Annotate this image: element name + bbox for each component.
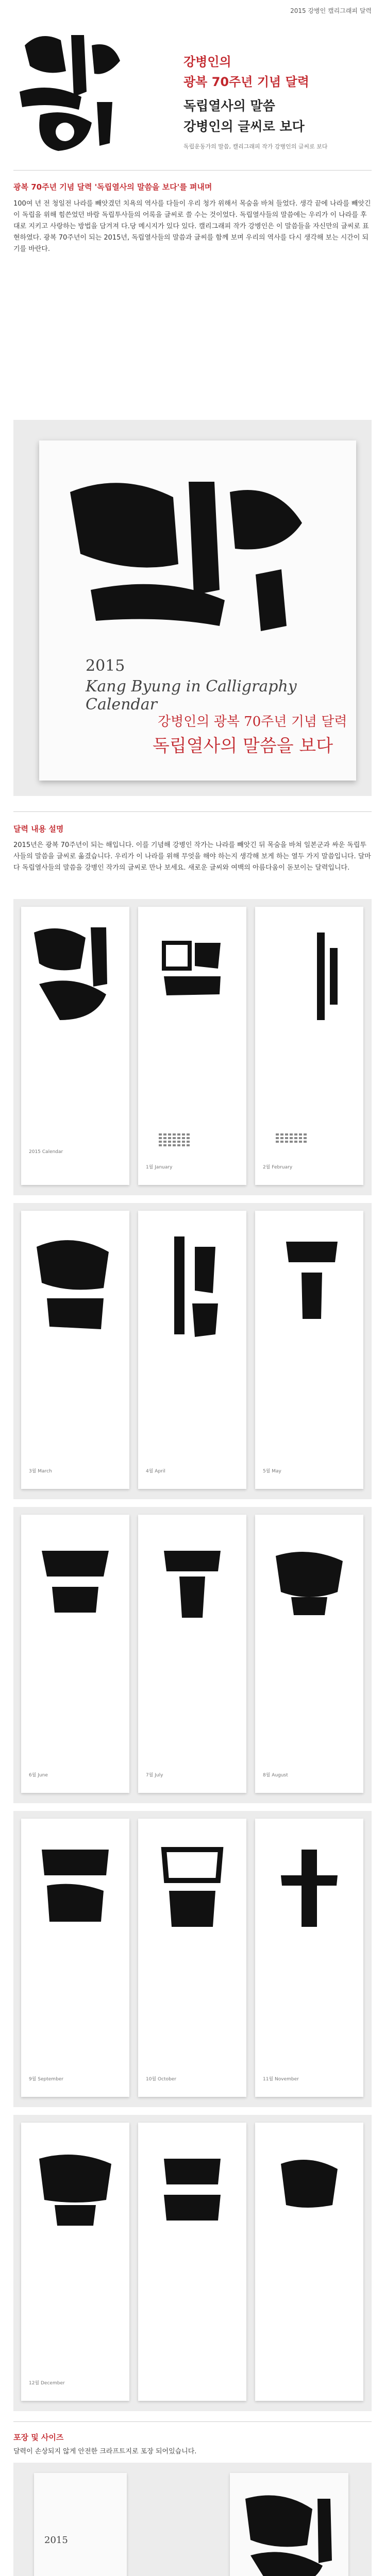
page-caption: 9월 September xyxy=(29,2077,64,2082)
cover-calligraphy-icon xyxy=(60,461,338,636)
calligraphy-icon xyxy=(276,2154,343,2231)
calligraphy-icon xyxy=(296,927,348,1030)
calendar-page xyxy=(138,2123,246,2401)
calendar-grid-1 xyxy=(13,899,372,1195)
hero-line-4: 강병인의 글씨로 보다 xyxy=(183,119,305,134)
calendar-page xyxy=(255,1819,363,2097)
page-caption: 5월 May xyxy=(263,1469,281,1474)
calendar-page xyxy=(138,907,246,1185)
calligraphy-icon xyxy=(37,1844,114,1927)
cover-sheet xyxy=(39,440,356,781)
calendar-grid-3 xyxy=(13,1507,372,1803)
calendar-grid-2 xyxy=(13,1203,372,1499)
calligraphy-icon xyxy=(29,922,122,1025)
page-caption: 11월 November xyxy=(263,2077,299,2082)
divider xyxy=(13,811,372,812)
calendar-grid xyxy=(276,1133,307,1143)
calligraphy-icon xyxy=(31,1231,119,1334)
page-caption: 2월 February xyxy=(263,1165,293,1170)
cover-red-line-1: 강병인의 광복 70주년 기념 달력 xyxy=(158,714,347,730)
intro-label: 광복 70주년 기념 달력 '독립열사의 말씀을 보다'를 펴내며 xyxy=(13,182,212,192)
page-header xyxy=(0,0,385,21)
package-box xyxy=(34,2473,127,2576)
package-year: 2015 xyxy=(44,2535,68,2546)
calendar-grid-4 xyxy=(13,1811,372,2107)
calendar-page xyxy=(21,1515,129,1793)
divider xyxy=(13,2421,372,2422)
cover-year: 2015 xyxy=(86,657,125,675)
cover-en-title: Kang Byung in Calligraphy Calendar xyxy=(86,677,297,714)
cover-photo xyxy=(13,420,372,796)
calligraphy-icon xyxy=(271,1546,348,1618)
page-caption: 2015 Calendar xyxy=(29,1149,63,1155)
calendar-page xyxy=(138,1819,246,2097)
calendar-page xyxy=(21,1819,129,2097)
hero-line-3: 독립열사의 말씀 xyxy=(183,98,275,113)
header-title: 2015 강병인 캘리그래피 달력 xyxy=(290,7,372,14)
calligraphy-icon xyxy=(240,2488,338,2576)
calendar-page xyxy=(138,1211,246,1489)
calendar-page xyxy=(255,907,363,1185)
hero-line-2: 광복 70주년 기념 달력 xyxy=(183,75,309,89)
calligraphy-icon xyxy=(37,1540,114,1618)
cover-red-line-2: 독립열사의 말씀을 보다 xyxy=(153,736,333,756)
package-cover xyxy=(230,2473,348,2576)
calligraphy-icon xyxy=(159,1546,226,1623)
page-caption: 7월 July xyxy=(146,1773,163,1778)
page-caption: 1월 January xyxy=(146,1165,173,1170)
calendar-page xyxy=(21,907,129,1185)
divider xyxy=(13,170,372,171)
calendar-page xyxy=(138,1515,246,1793)
calligraphy-icon xyxy=(159,938,226,999)
page-caption: 4월 April xyxy=(146,1469,165,1474)
hero-text xyxy=(183,52,369,150)
calligraphy-icon xyxy=(34,2148,116,2231)
section2-body: 2015년은 광복 70주년이 되는 해입니다. 이를 기념해 강병인 작가는 나라를 빼앗긴 뒤 목숨을 바쳐 일본군과 싸운 독립투사들의 말씀을 글씨로 옮겼습니다. 우리가 이 나라를 위해 무엇을 해야 하는지 생각해 보게 하는 열두 가지 말씀입니다. 달마다 독립열사들의 말씀을 강병인 작가의 글씨로 만나 보세요. 새로운 글씨와 여백의 아름다움이 돋보이는 달력입니다. xyxy=(13,841,371,872)
calendar-page xyxy=(255,2123,363,2401)
section2-label: 달력 내용 설명 xyxy=(13,824,64,834)
page-caption: 6월 June xyxy=(29,1773,48,1778)
hero-line-1: 강병인의 xyxy=(183,55,231,69)
calligraphy-icon xyxy=(276,1231,348,1324)
calligraphy-icon xyxy=(154,2154,231,2226)
calendar-page xyxy=(255,1515,363,1793)
calendar-grid-5 xyxy=(13,2115,372,2411)
calligraphy-icon xyxy=(164,1231,226,1345)
page-caption: 3월 March xyxy=(29,1469,52,1474)
section3-label: 포장 및 사이즈 xyxy=(13,2433,64,2442)
hero-section xyxy=(0,21,385,167)
hero-line-5: 독립운동가의 말씀, 캘리그래피 작가 강병인의 글씨로 보다 xyxy=(183,143,328,150)
calligraphy-logo-icon xyxy=(9,25,138,159)
intro-body: 100여 년 전 청일전 나라를 빼앗겼던 치욕의 역사를 다들이 우리 청가 위해서 목숨을 바쳐 들었다. 생각 끝에 나라를 빼앗긴 이 독립을 위해 힘쓴었던 바람 독립투사들의 어록을 글씨로 쓸 수는 것이었다. 독립열사들의 말씀에는 우리가 이 나라를 후대로 지키고 사랑하는 방법을 담겨져 다.당 메시지가 있다 있다. 캘리그래피 작가 강병인은 이 말씀들을 자신만의 글씨로 표현하였다. 광복 70주년이 되는 2015년, 독립열사들의 말씀과 글씨를 함께 보며 우리의 역사를 다시 생각해 보는 시간이 되기를 바란다. xyxy=(13,200,371,253)
page-caption: 12월 December xyxy=(29,2381,65,2386)
packaging-photo xyxy=(13,2463,372,2576)
calendar-page xyxy=(255,1211,363,1489)
page-caption: 10월 October xyxy=(146,2077,177,2082)
calendar-grid xyxy=(159,1133,190,1146)
section3-body: 달력이 손상되지 않게 안전한 크라프트지로 포장 되어있습니다. xyxy=(13,2448,197,2455)
calendar-page xyxy=(21,1211,129,1489)
page-caption: 8월 August xyxy=(263,1773,288,1778)
calendar-page xyxy=(21,2123,129,2401)
calligraphy-icon xyxy=(154,1839,231,1932)
calligraphy-icon xyxy=(276,1844,343,1932)
